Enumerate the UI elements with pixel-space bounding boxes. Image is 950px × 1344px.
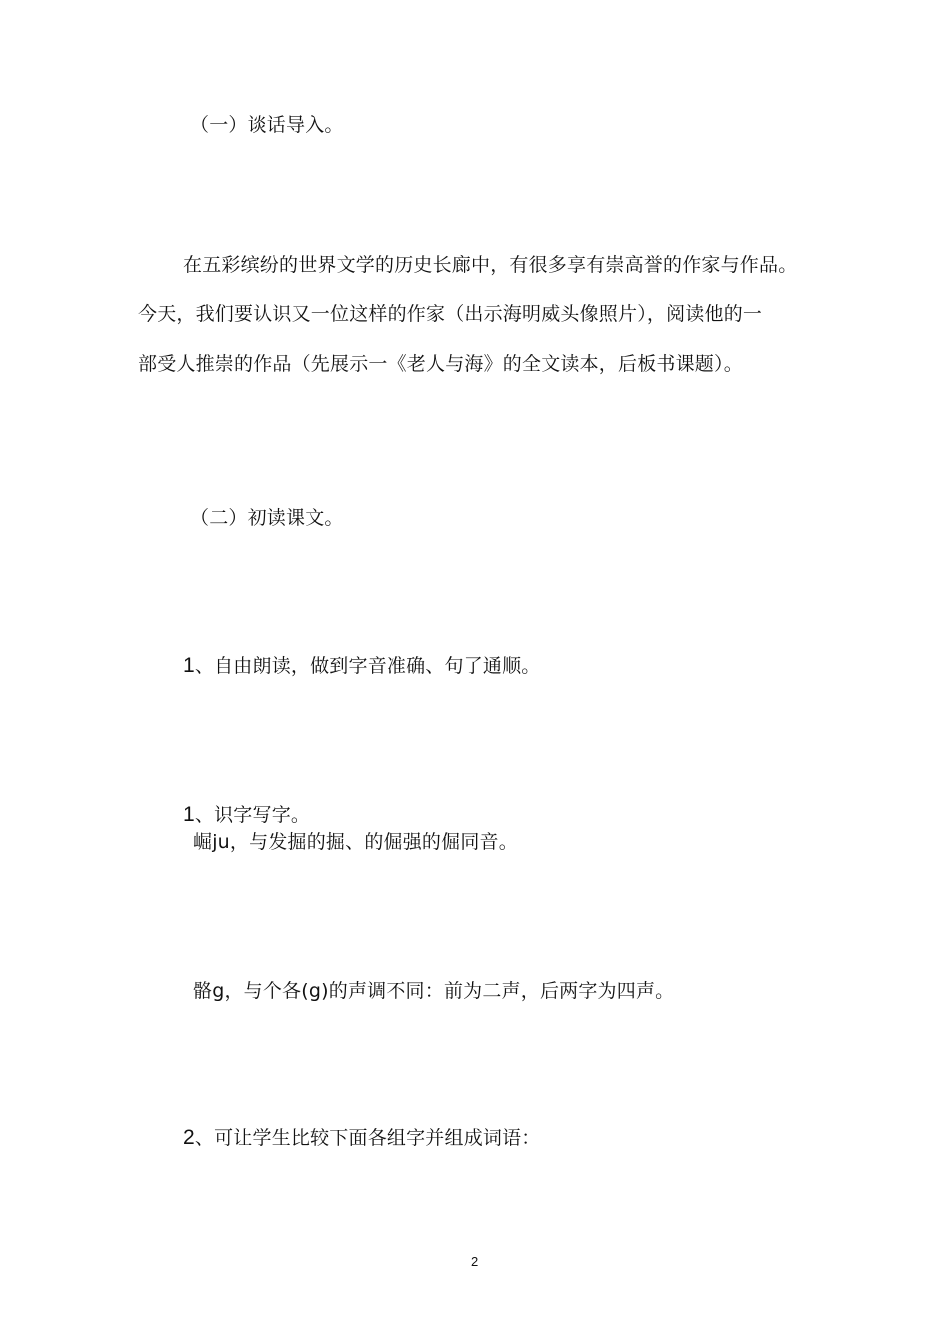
list-item-3-number: 2 (183, 1126, 195, 1149)
section-heading-1: （一）谈话导入。 (190, 114, 344, 136)
list-item-1 (183, 654, 541, 678)
list-item-2 (183, 803, 310, 827)
intro-paragraph-line-3: 部受人推崇的作品（先展示一《老人与海》的全文读本，后板书课题）。 (138, 353, 743, 375)
character-note-1: 崛ju，与发掘的掘、的倔强的倔同音。 (193, 831, 518, 853)
intro-paragraph-line-1: 在五彩缤纷的世界文学的历史长廊中，有很多享有崇高誉的作家与作品。 (183, 254, 798, 276)
list-item-1-number: 1 (183, 654, 195, 677)
list-item-3 (183, 1126, 541, 1150)
section-heading-2: （二）初读课文。 (190, 507, 344, 529)
list-item-3-text: 、可让学生比较下面各组字并组成词语： (194, 1127, 541, 1149)
page-number: 2 (471, 1254, 479, 1269)
list-item-2-text: 、识字写字。 (194, 804, 311, 826)
intro-paragraph-line-2: 今天，我们要认识又一位这样的作家（出示海明威头像照片），阅读他的一 (138, 303, 763, 325)
character-note-2: 骼g，与个各(g)的声调不同：前为二声，后两字为四声。 (193, 980, 675, 1002)
list-item-2-number: 1 (183, 803, 195, 826)
list-item-1-text: 、自由朗读，做到字音准确、句了通顺。 (194, 655, 541, 677)
